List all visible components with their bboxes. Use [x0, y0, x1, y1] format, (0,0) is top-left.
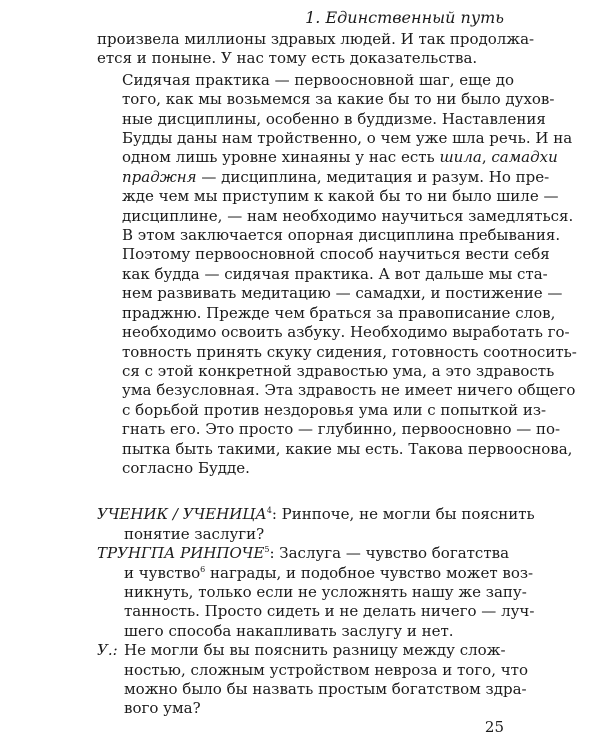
text-line: В этом заключается опорная дисциплина пребывания.: [122, 226, 561, 245]
text-line: ся с этой конкретной здравостью ума, а это здравость: [122, 361, 555, 380]
term-samadhi: самадхи: [491, 148, 558, 167]
footnote-marker: 5: [264, 545, 270, 555]
page-body: [97, 30, 577, 719]
text-line: дисциплине, — нам необходимо научиться замедляться.: [122, 206, 574, 225]
text-line: [97, 167, 550, 187]
text-line: танность. Просто сидеть и не делать ничего — луч-: [124, 602, 535, 621]
text-line: [97, 505, 535, 524]
text-line: вого ума?: [124, 699, 201, 718]
text-line: произвела миллионы здравых людей. И так продолжа-: [97, 30, 535, 48]
dialogue-turn-student: [97, 505, 535, 544]
text-line: [97, 563, 534, 583]
text-line: с борьбой против нездоровья ума или с попыткой из-: [122, 400, 547, 419]
text-line: Не могли бы вы пояснить разницу между слож-: [124, 641, 506, 660]
dialogue: [97, 505, 535, 718]
speaker-student-short: У.:: [97, 641, 118, 660]
term-prajna: праджня: [122, 167, 197, 186]
text-line: Поэтому первоосновной способ научиться вести себя: [122, 245, 550, 264]
text-line: того, как мы возьмемся за какие бы то ни было духов-: [122, 90, 555, 109]
text-line: пытка быть такими, какие мы есть. Такова первооснова,: [122, 439, 573, 458]
paragraph-1: [97, 30, 535, 69]
text-line: понятие заслуги?: [124, 524, 265, 543]
text-line: ума безусловная. Эта здравость не имеет ничего общего: [122, 381, 576, 400]
text-line: никнуть, только если не усложнять нашу же запу-: [124, 582, 527, 601]
text-line: [97, 148, 558, 167]
text-line: жде чем мы приступим к какой бы то ни было шиле —: [122, 187, 559, 206]
text-line: Сидячая практика — первоосновной шаг, еще до: [122, 70, 514, 89]
turn-text: [97, 641, 528, 719]
text-line: гнать его. Это просто — глубинно, первоосновно — по-: [122, 420, 561, 439]
text-run: и чувство: [124, 563, 201, 582]
text-run: — дисциплина, медитация и разум. Но пре-: [196, 167, 550, 186]
dialogue-turn-student-2: [97, 641, 528, 719]
term-shila: шила: [439, 148, 482, 167]
text-line: можно было бы назвать простым богатством здра-: [124, 680, 527, 698]
text-line: ностью, сложным устройством невроза и того, что: [124, 660, 528, 679]
text-run: награды, и подобное чувство может воз-: [205, 563, 534, 582]
text-run: ,: [481, 148, 492, 167]
dialogue-turn-rinpoche: [97, 544, 535, 641]
text-run: : Ринпоче, не могли бы пояснить: [271, 505, 535, 524]
speaker-student: УЧЕНИК / УЧЕНИЦА: [97, 505, 267, 524]
text-run: : Заслуга — чувство богатства: [269, 544, 510, 563]
footnote-marker: 6: [200, 564, 206, 574]
text-line: необходимо освоить азбуку. Необходимо выработать го-: [122, 323, 570, 342]
text-line: товность принять скуку сидения, готовность соотносить-: [122, 342, 577, 361]
paragraph-2: [97, 70, 577, 479]
text-line: праджню. Прежде чем браться за правописание слов,: [122, 303, 556, 322]
text-line: ется и поныне. У нас тому есть доказательства.: [97, 49, 478, 68]
text-line: как будда — сидячая практика. А вот дальше мы ста-: [122, 264, 548, 283]
running-head: 1. Единственный путь: [305, 8, 504, 27]
text-run: одном лишь уровне хинаяны у нас есть: [122, 148, 440, 167]
page-number: 25: [484, 718, 504, 736]
text-line: нем развивать медитацию — самадхи, и постижение —: [122, 284, 563, 303]
page-header: [0, 0, 600, 28]
text-line: согласно Будде.: [122, 458, 250, 477]
speaker-rinpoche: ТРУНГПА РИНПОЧЕ: [97, 544, 265, 563]
text-line: [97, 544, 510, 563]
text-line: ные дисциплины, особенно в буддизме. Наставления: [122, 109, 546, 128]
text-line: Будды даны нам тройственно, о чем уже шла речь. И на: [122, 129, 573, 148]
text-line: шего способа накапливать заслугу и нет.: [124, 621, 454, 640]
footnote-marker: 4: [266, 506, 272, 516]
